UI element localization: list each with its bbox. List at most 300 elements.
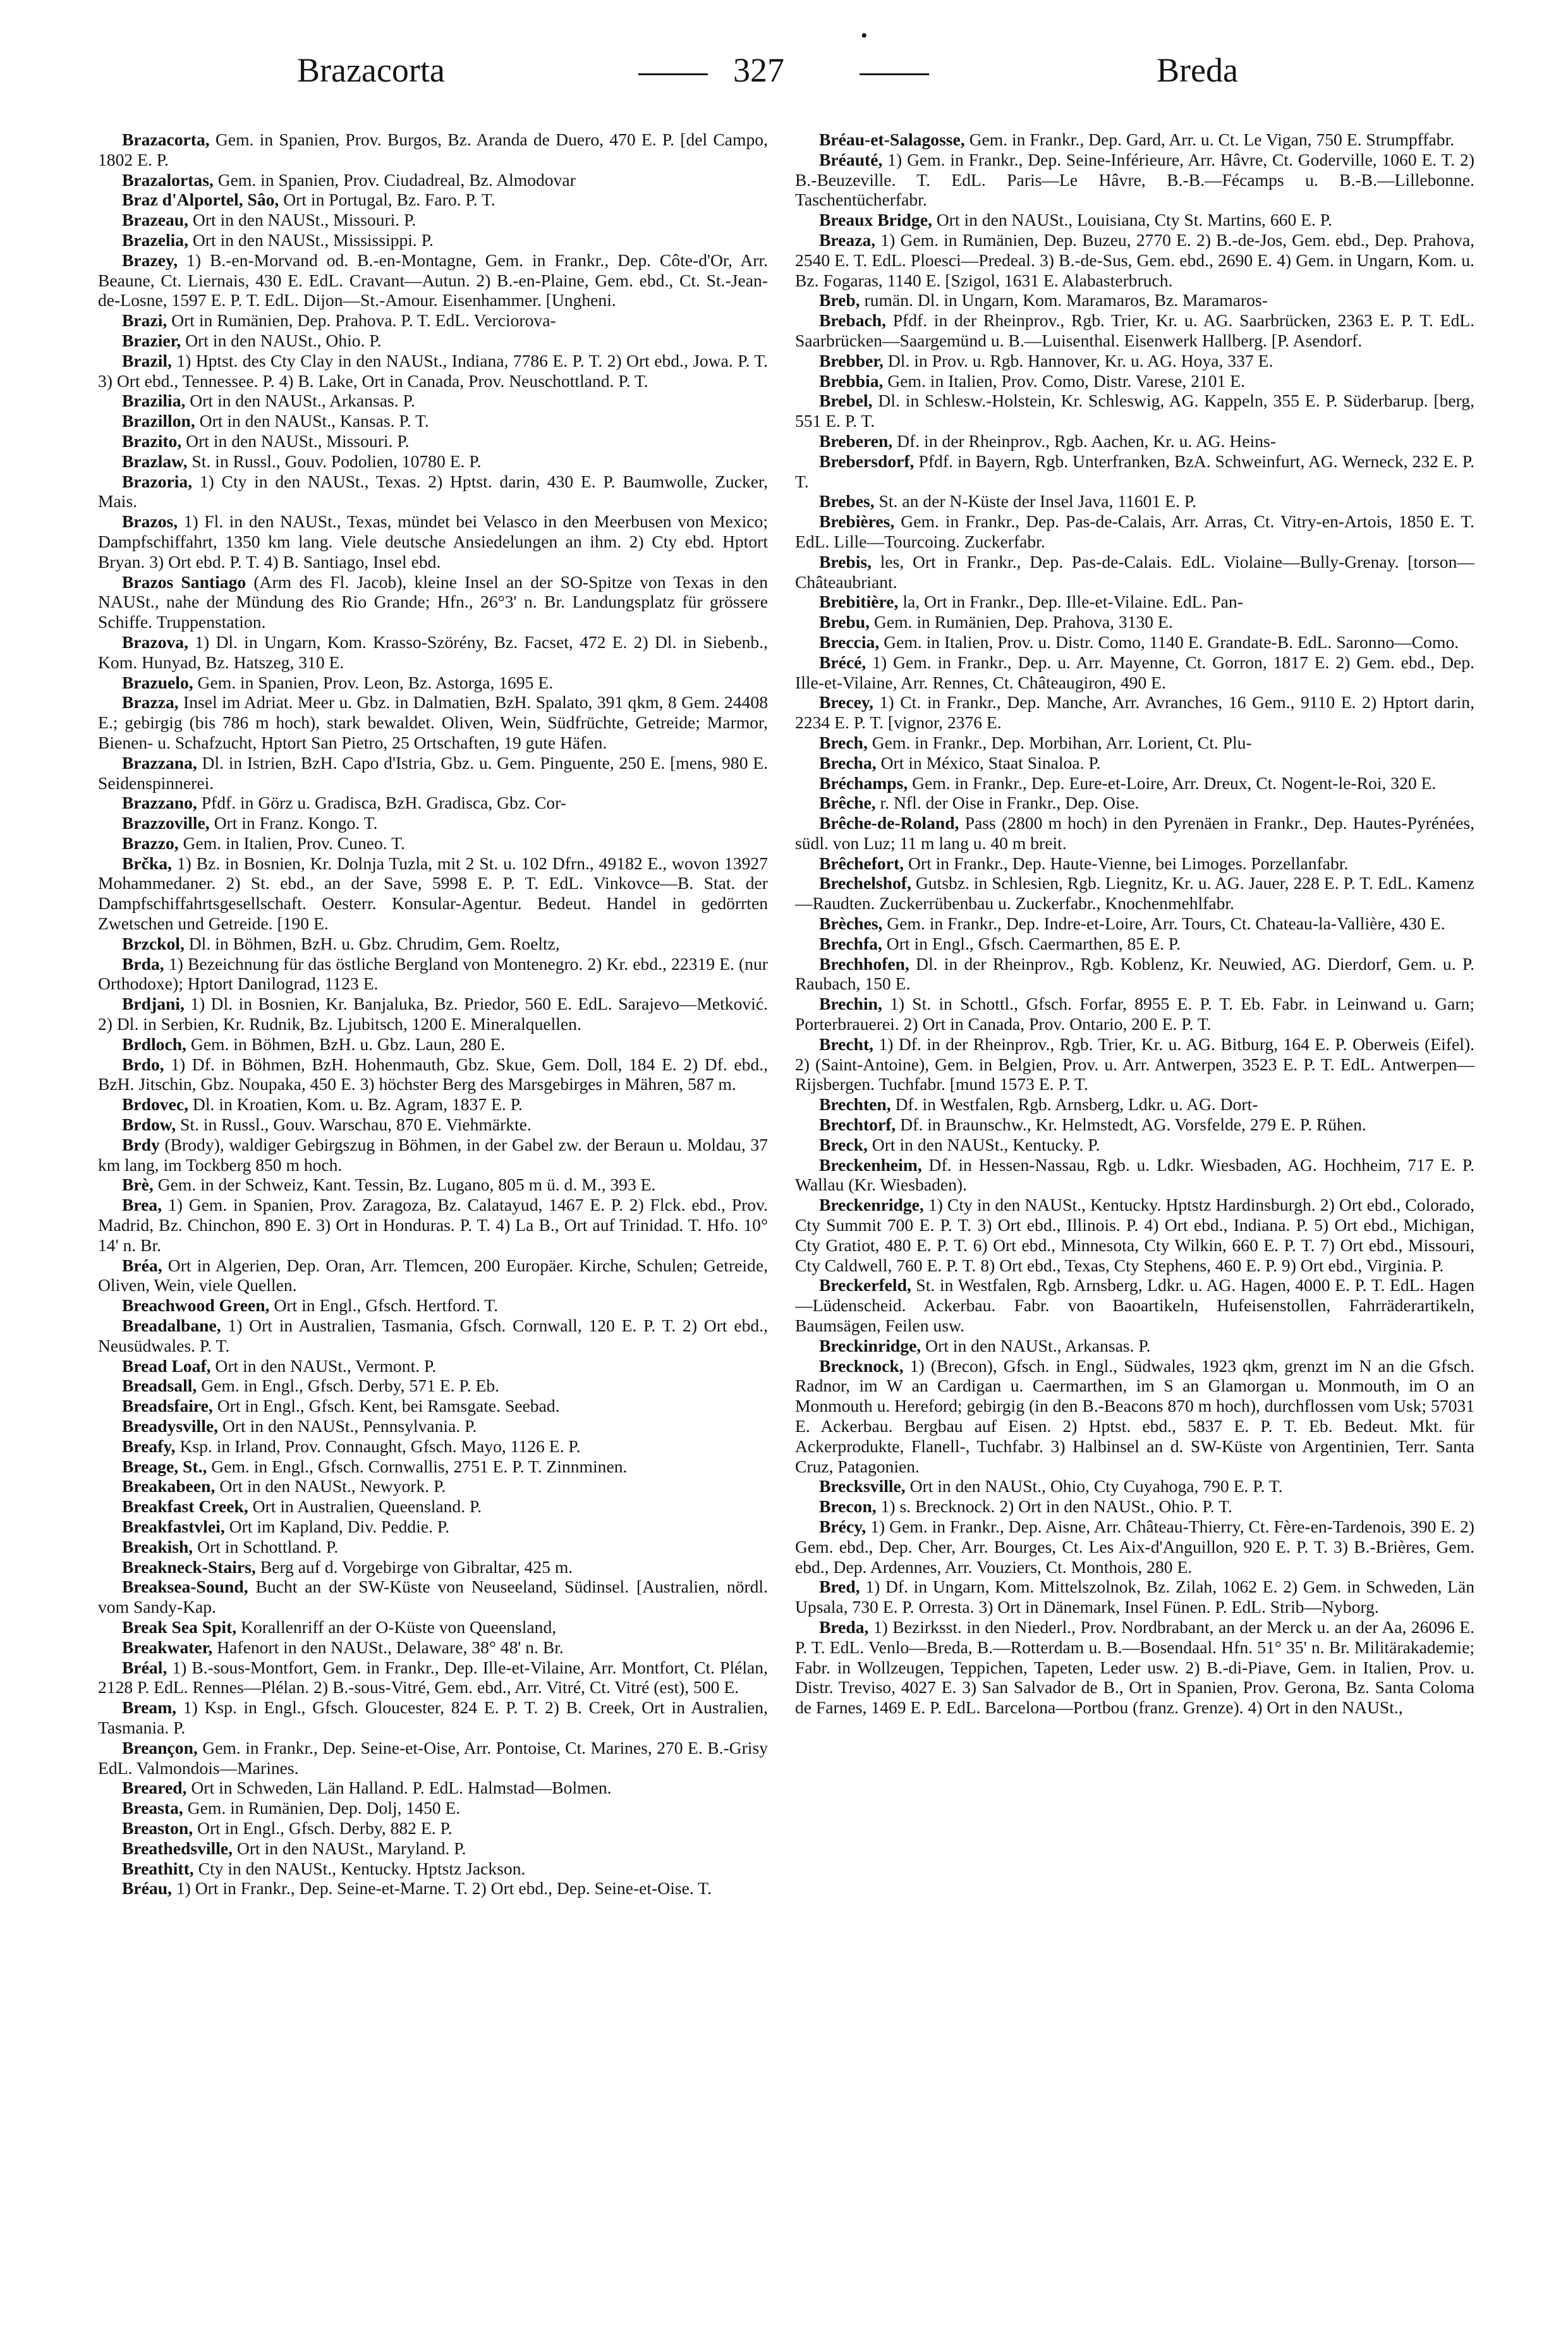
entry-headword: Breckinridge, xyxy=(819,1335,921,1355)
entry-text: 1) Ksp. in Engl., Gfsch. Gloucester, 824 E. P. T. 2) B. Creek, Ort in Australien, Tasmania. P. xyxy=(98,1697,768,1737)
entry-headword: Breakwater, xyxy=(122,1637,213,1657)
entry-headword: Breasta, xyxy=(122,1798,183,1818)
entry-text: Bucht an der SW-Küste von Neuseeland, Südinsel. [Australien, nördl. vom Sandy-Kap. xyxy=(98,1577,768,1617)
dictionary-entry xyxy=(98,1778,768,1798)
entry-text: Pfdf. in Bayern, Rgb. Unterfranken, BzA. Schweinfurt, AG. Werneck, 232 E. P. T. xyxy=(795,451,1474,491)
dictionary-entry xyxy=(98,813,768,833)
dictionary-entry xyxy=(98,793,768,813)
entry-text: 1) Dl. in Bosnien, Kr. Banjaluka, Bz. Priedor, 560 E. EdL. Sarajevo—Metković. 2) Dl. in Serbien, Kr. Rudnik, Bz. Ljubitsch, 1200 E. Mineralquellen. xyxy=(98,994,768,1034)
entry-headword: Brechhofen, xyxy=(819,953,909,974)
dictionary-entry xyxy=(795,692,1474,733)
dictionary-entry xyxy=(98,210,768,230)
dictionary-entry xyxy=(795,914,1474,934)
entry-text: 1) Ct. in Frankr., Dep. Manche, Arr. Avranches, 16 Gem., 9110 E. 2) Hptort darin, 2234 E. P. T. [vignor, 2376 E. xyxy=(795,692,1474,733)
entry-text: Ort in den NAUSt., Pennsylvania. P. xyxy=(218,1416,477,1436)
dictionary-entry xyxy=(795,391,1474,431)
entry-text: Pfdf. in Görz u. Gradisca, BzH. Gradisca, Gbz. Cor- xyxy=(197,793,566,813)
entry-headword: Brebber, xyxy=(819,350,884,370)
entry-headword: Brécé, xyxy=(819,652,866,672)
entry-headword: Breaksea-Sound, xyxy=(122,1577,248,1597)
dictionary-entry xyxy=(98,1055,768,1095)
entry-text: Gutsbz. in Schlesien, Rgb. Liegnitz, Kr. u. AG. Jauer, 228 E. P. T. EdL. Kamenz—Raudten. Zuckerrübenbau u. Zuckerfabr., Knochenmehlfabr. xyxy=(795,873,1474,914)
entry-headword: Breakneck-Stairs, xyxy=(122,1556,256,1577)
entry-headword: Brecknock, xyxy=(819,1355,904,1376)
entry-headword: Breared, xyxy=(122,1778,187,1798)
dictionary-entry xyxy=(795,1496,1474,1517)
entry-text: Dl. in Prov. u. Rgb. Hannover, Kr. u. AG. Hoya, 337 E. xyxy=(883,350,1273,370)
entry-text: 1) Ort in Australien, Tasmania, Gfsch. Cornwall, 120 E. P. T. 2) Ort ebd., Neusüdwales. P. T. xyxy=(98,1316,768,1355)
entry-text: Gem. in Italien, Prov. Como, Distr. Varese, 2101 E. xyxy=(883,370,1245,391)
entry-headword: Brazalortas, xyxy=(122,169,214,190)
dictionary-entry xyxy=(98,1195,768,1255)
dictionary-entry xyxy=(795,1115,1474,1135)
entry-headword: Brazeau, xyxy=(122,210,188,230)
dictionary-entry xyxy=(795,230,1474,290)
header-last-headword: Breda xyxy=(1157,51,1238,89)
entry-headword: Brazi, xyxy=(122,310,167,331)
entry-headword: Brebières, xyxy=(819,511,895,532)
entry-text: Dl. in der Rheinprov., Rgb. Koblenz, Kr. Neuwied, AG. Dierdorf, Gem. u. P. Raubach, 150 E. xyxy=(795,953,1474,994)
dictionary-entry xyxy=(795,1094,1474,1115)
entry-text: 1) Hptst. des Cty Clay in den NAUSt., Indiana, 7786 E. P. T. 2) Ort ebd., Jowa. P. T. 3) Ort ebd., Tennessee. P. 4) B. Lake, Ort in Canada, Prov. Neuschottland. P. T. xyxy=(98,350,768,391)
entry-text: 1) Bezirksst. in den Niederl., Prov. Nordbrabant, an der Merck u. an der Aa, 26096 E. P. T. EdL. Venlo—Breda, B.—Rotterdam u. B.—Bosendaal. Hfn. 51° 35' n. Br. Militärakademie; Fabr. in Wollzeugen, Teppichen, Tapeten, Leder usw. 2) B.-di-Piave, Gem. in Italien, Prov. u. Distr. Treviso, 4027 E. 3) San Salvador de B., Ort in Spanien, Prov. Gerona, Bz. Santa Coloma de Farnes, 1469 E. P. EdL. Barcelona—Portbou (franz. Grenze). 4) Ort in den NAUSt., xyxy=(795,1617,1474,1718)
entry-text: Gem. in Frankr., Dep. Pas-de-Calais, Arr. Arras, Ct. Vitry-en-Artois, 1850 E. T. EdL. Lille—Tourcoing. Zuckerfabr. xyxy=(795,511,1474,551)
entry-text: Gem. in Spanien, Prov. Burgos, Bz. Aranda de Duero, 470 E. P. [del Campo, 1802 E. P. xyxy=(98,130,768,169)
dictionary-entry xyxy=(98,451,768,472)
entry-headword: Brechin, xyxy=(819,994,882,1014)
entry-headword: Brebel, xyxy=(819,391,873,411)
entry-text: Ort in México, Staat Sinaloa. P. xyxy=(876,752,1101,773)
dictionary-entry xyxy=(795,873,1474,914)
entry-headword: Brebbia, xyxy=(819,370,884,391)
entry-text: Ort in Frankr., Dep. Haute-Vienne, bei Limoges. Porzellanfabr. xyxy=(904,853,1349,873)
entry-text: 1) Fl. in den NAUSt., Texas, mündet bei Velasco in den Meerbusen von Mexico; Dampfschiffahrt, 1350 km lang. Viele deutsche Ansiedelungen an ihm. 2) Cty ebd. Hptort Bryan. 3) Ort ebd. P. T. 4) B. Santiago, Insel ebd. xyxy=(98,511,768,572)
entry-text: Ort in Franz. Kongo. T. xyxy=(209,813,378,833)
entry-text: 1) s. Brecknock. 2) Ort in den NAUSt., Ohio. P. T. xyxy=(876,1496,1232,1517)
dictionary-entry xyxy=(795,351,1474,371)
dictionary-entry xyxy=(98,1135,768,1175)
entry-text: Ort in den NAUSt., Vermont. P. xyxy=(210,1355,437,1376)
dictionary-entry xyxy=(795,431,1474,451)
entry-headword: Brebu, xyxy=(819,612,870,632)
dictionary-entry xyxy=(795,753,1474,773)
dictionary-entry xyxy=(98,1457,768,1477)
entry-headword: Brazelia, xyxy=(122,229,188,250)
dictionary-entry xyxy=(795,813,1474,853)
dictionary-entry xyxy=(795,511,1474,552)
dictionary-entry xyxy=(795,310,1474,351)
dictionary-entry xyxy=(98,632,768,673)
entry-headword: Brazos, xyxy=(122,511,178,532)
dictionary-entry xyxy=(98,833,768,853)
entry-text: 1) Df. in Ungarn, Kom. Mittelszolnok, Bz. Zilah, 1062 E. 2) Gem. in Schweden, Län Upsala, 730 E. P. Orresta. 3) Ort in Dänemark, Insel Fünen. P. EdL. Strib—Nyborg. xyxy=(795,1577,1474,1617)
entry-text: 1) Gem. in Frankr., Dep. u. Arr. Mayenne, Ct. Gorron, 1817 E. 2) Gem. ebd., Dep. Ille-et-Vilaine, Arr. Rennes, Ct. Châteaugiron, 490 E. xyxy=(795,652,1474,692)
entry-headword: Breakfast Creek, xyxy=(122,1496,248,1517)
dictionary-entry xyxy=(98,1838,768,1859)
entry-headword: Breachwood Green, xyxy=(122,1295,270,1316)
entry-headword: Brazoria, xyxy=(122,471,193,491)
entry-text: Ksp. in Irland, Prov. Connaught, Gfsch. Mayo, 1126 E. P. xyxy=(175,1436,581,1456)
dictionary-entry xyxy=(98,1376,768,1396)
entry-text: Df. in Braunschw., Kr. Helmstedt, AG. Vorsfelde, 279 E. P. Rühen. xyxy=(896,1115,1366,1135)
entry-headword: Brazzoville, xyxy=(122,813,210,833)
entry-headword: Breathitt, xyxy=(122,1858,194,1878)
entry-text: Ort in den NAUSt., Maryland. P. xyxy=(233,1838,466,1858)
dictionary-entry xyxy=(98,1577,768,1617)
dictionary-entry xyxy=(98,310,768,331)
entry-headword: Brdloch, xyxy=(122,1034,186,1054)
dictionary-entry xyxy=(98,1115,768,1135)
entry-text: Gem. in Böhmen, BzH. u. Gbz. Laun, 280 E. xyxy=(186,1034,506,1054)
entry-text: Gem. in Frankr., Dep. Morbihan, Arr. Lorient, Ct. Plu- xyxy=(867,732,1252,752)
dictionary-entry xyxy=(98,472,768,512)
entry-headword: Breb, xyxy=(819,290,860,310)
page-number: 327 xyxy=(733,51,784,89)
entry-text: Ort in Engl., Gfsch. Hertford. T. xyxy=(269,1295,498,1316)
dictionary-entry xyxy=(98,954,768,994)
dictionary-entry xyxy=(98,1295,768,1316)
dictionary-entry xyxy=(98,391,768,411)
entry-headword: Braz d'Alportel, Sâo, xyxy=(122,190,279,210)
entry-headword: Breançon, xyxy=(122,1737,198,1758)
dictionary-entry xyxy=(795,934,1474,954)
dictionary-entry xyxy=(795,612,1474,632)
entry-headword: Breda, xyxy=(819,1617,869,1637)
entry-headword: Brebersdorf, xyxy=(819,451,915,471)
entry-text: Ort in Algerien, Dep. Oran, Arr. Tlemcen, 200 Europäer. Kirche, Schulen; Getreide, Oliven, Wein, viele Quellen. xyxy=(98,1255,768,1295)
entry-text: Ort in den NAUSt., Missouri. P. xyxy=(181,431,410,451)
dictionary-entry xyxy=(795,954,1474,994)
entry-headword: Breckenheim, xyxy=(819,1154,922,1175)
entry-headword: Brdovec, xyxy=(122,1094,188,1115)
entry-headword: Brebitière, xyxy=(819,592,899,612)
dictionary-entry xyxy=(98,411,768,431)
entry-text: Gem. in Frankr., Dep. Gard, Arr. u. Ct. Le Vigan, 750 E. Strumpffabr. xyxy=(964,130,1455,149)
entry-headword: Breckerfeld, xyxy=(819,1275,911,1295)
dictionary-entry xyxy=(795,1034,1474,1094)
entry-headword: Brechten, xyxy=(819,1094,891,1115)
entry-text: 1) Gem. in Frankr., Dep. Aisne, Arr. Château-Thierry, Ct. Fère-en-Tardenois, 390 E. 2) Gem. ebd., Dep. Cher, Arr. Bourges, Ct. Les Aix-d'Anguillon, 920 E. P. T. 3) B.-Brières, Gem. ebd., Dep. Ardennes, Arr. Vouziers, Ct. Monthois, 280 E. xyxy=(795,1516,1474,1577)
dictionary-entry xyxy=(98,1396,768,1416)
dictionary-entry xyxy=(98,331,768,351)
entry-text: 1) Bz. in Bosnien, Kr. Dolnja Tuzla, mit 2 St. u. 102 Dfrn., 49182 E., wovon 13927 Mohammedaner. 2) St. ebd., an der Save, 5998 E. P. T. EdL. Vinkovce—B. Stat. der Dampfschiffahrtsgesellschaft. Oesterr. Konsular-Agentur. Bedeut. Handel in gedörrten Zwetschen und Getreide. [190 E. xyxy=(98,853,768,934)
entry-text: Gem. in Frankr., Dep. Seine-et-Oise, Arr. Pontoise, Ct. Marines, 270 E. B.-Grisy EdL. Valmondois—Marines. xyxy=(98,1737,768,1778)
entry-headword: Breage, St., xyxy=(122,1456,207,1476)
dictionary-entry xyxy=(98,1175,768,1195)
entry-text: Ort in Schottland. P. xyxy=(193,1536,339,1556)
dictionary-entry xyxy=(795,150,1474,210)
entry-headword: Brazlaw, xyxy=(122,451,188,471)
dictionary-entry xyxy=(98,1356,768,1376)
entry-text: Gem. in Engl., Gfsch. Derby, 571 E. P. Eb. xyxy=(197,1376,500,1396)
dictionary-entry xyxy=(98,170,768,190)
entry-text: 1) B.-sous-Montfort, Gem. in Frankr., Dep. Ille-et-Vilaine, Arr. Montfort, Ct. Plélan, 2128 P. EdL. Rennes—Plélan. 2) B.-sous-Vitré, Gem. ebd., Arr. Vitré, Ct. Vitré (est), 500 E. xyxy=(98,1657,768,1697)
entry-text: Ort in den NAUSt., Kansas. P. T. xyxy=(195,411,429,431)
entry-headword: Breakfastvlei, xyxy=(122,1516,225,1536)
entry-text: Gem. in Rumänien, Dep. Dolj, 1450 E. xyxy=(183,1798,461,1818)
entry-headword: Breberen, xyxy=(819,431,893,451)
entry-headword: Brazacorta, xyxy=(122,130,210,149)
entry-text: St. in Westfalen, Rgb. Arnsberg, Ldkr. u. AG. Hagen, 4000 E. P. T. EdL. Hagen—Lüdenscheid. Ackerbau. Fabr. von Baoartikeln, Hufeisenstollen, Fahrräderartikeln, Baumsägen, Feilen usw. xyxy=(795,1275,1474,1336)
entry-text: Ort in den NAUSt., Ohio, Cty Cuyahoga, 790 E. P. T. xyxy=(905,1476,1283,1496)
dictionary-entry xyxy=(795,652,1474,693)
dictionary-entry xyxy=(98,1697,768,1738)
entry-text: les, Ort in Frankr., Dep. Pas-de-Calais. EdL. Violaine—Bully-Grenay. [torson—Châteaubriant. xyxy=(795,551,1474,592)
entry-text: 1) B.-en-Morvand od. B.-en-Montagne, Gem. in Frankr., Dep. Côte-d'Or, Arr. Beaune, Ct. Liernais, 430 E. EdL. Cravant—Autun. 2) B.-en-Plaine, Gem. ebd., Ct. St.-Jean-de-Losne, 1597 E. P. T. EdL. Dijon—St.-Amour. Eisenhammer. [Ungheni. xyxy=(98,250,768,310)
dictionary-entry xyxy=(98,753,768,793)
entry-text: Ort in den NAUSt., Mississippi. P. xyxy=(188,229,434,250)
entry-headword: Breaza, xyxy=(819,229,876,250)
dictionary-entry xyxy=(98,673,768,693)
dictionary-entry xyxy=(795,994,1474,1034)
dictionary-entry xyxy=(795,290,1474,310)
dictionary-entry xyxy=(98,1617,768,1637)
entry-text: Ort im Kapland, Div. Peddie. P. xyxy=(224,1516,450,1536)
dictionary-entry xyxy=(795,793,1474,813)
dictionary-entry xyxy=(795,632,1474,652)
entry-headword: Brazza, xyxy=(122,692,179,712)
entry-headword: Brechfa, xyxy=(819,933,882,953)
dictionary-entry xyxy=(98,1316,768,1356)
dictionary-entry xyxy=(98,1798,768,1818)
dictionary-entry xyxy=(795,1275,1474,1335)
entry-text: St. in Russl., Gouv. Podolien, 10780 E. P. xyxy=(187,451,482,471)
entry-headword: Brdo, xyxy=(122,1054,164,1074)
entry-headword: Bréauté, xyxy=(819,149,883,169)
entry-headword: Brecon, xyxy=(819,1496,877,1517)
left-column xyxy=(98,130,768,2323)
dictionary-entry xyxy=(98,1557,768,1577)
entry-text: 1) Gem. in Spanien, Prov. Zaragoza, Bz. Calatayud, 1467 E. P. 2) Flck. ebd., Prov. Madrid, Bz. Chinchon, 890 E. 3) Ort in Honduras. P. T. 4) La B., Ort auf Trinidad. T. Hfo. 10° 14' n. Br. xyxy=(98,1195,768,1255)
dictionary-entry xyxy=(98,130,768,170)
dictionary-entry xyxy=(98,250,768,310)
entry-headword: Breadalbane, xyxy=(122,1316,221,1336)
dictionary-entry xyxy=(98,994,768,1034)
entry-headword: Breccia, xyxy=(819,632,880,652)
entry-text: (Arm des Fl. Jacob), kleine Insel an der SO-Spitze von Texas in den NAUSt., nahe der Mündung des Rio Grande; Hfn., 26°3' n. Br. Landungsplatz für grössere Schiffe. Truppenstation. xyxy=(98,572,768,632)
entry-headword: Brecey, xyxy=(819,692,874,712)
entry-text: 1) (Brecon), Gfsch. in Engl., Südwales, 1923 qkm, grenzt im N an die Gfsch. Radnor, im W an Cardigan u. Caermarthen, im S an Glamorgan u. Monmouth, im O an Monmouth u. Hereford; gebirgig (in den B.-Beacons 870 m hoch), durchflossen vom Usk; 57031 E. Ackerbau. Bergbau auf Eisen. 2) Hptst. ebd., 5837 E. P. T. Eb. Bedeut. Mkt. für Ackerprodukte, Flanell-, Tuchfabr. 3) Halbinsel an d. SW-Küste von Argentinien, Terr. Santa Cruz, Patagonien. xyxy=(795,1355,1474,1476)
entry-text: Gem. in Italien, Prov. Cuneo. T. xyxy=(178,833,405,853)
entry-text: Ort in den NAUSt., Arkansas. P. xyxy=(921,1335,1151,1355)
entry-text: Gem. in Frankr., Dep. Eure-et-Loire, Arr. Dreux, Ct. Nogent-le-Roi, 320 E. xyxy=(908,773,1437,793)
dictionary-entry xyxy=(795,1336,1474,1356)
entry-text: 1) Df. in Böhmen, BzH. Hohenmauth, Gbz. Skue, Gem. Doll, 184 E. 2) Df. ebd., BzH. Jitschin, Gbz. Noupaka, 450 E. 3) höchster Berg des Marsgebirges in Mähren, 587 m. xyxy=(98,1054,768,1094)
dictionary-entry xyxy=(795,733,1474,753)
entry-headword: Brebes, xyxy=(819,491,875,511)
entry-text: Df. in der Rheinprov., Rgb. Aachen, Kr. u. AG. Heins- xyxy=(892,431,1276,451)
entry-text: 1) Cty in den NAUSt., Texas. 2) Hptst. darin, 430 E. P. Baumwolle, Zucker, Mais. xyxy=(98,471,768,511)
entry-headword: Brda, xyxy=(122,953,164,974)
entry-headword: Bred, xyxy=(819,1577,860,1597)
entry-headword: Brecksville, xyxy=(819,1476,906,1496)
dictionary-entry xyxy=(795,1135,1474,1155)
entry-headword: Breadysville, xyxy=(122,1416,219,1436)
entry-headword: Brazos Santiago xyxy=(122,572,246,592)
entry-headword: Brazil, xyxy=(122,350,172,370)
entry-headword: Brazito, xyxy=(122,431,182,451)
entry-headword: Brèches, xyxy=(819,914,883,934)
dictionary-entry xyxy=(795,1356,1474,1477)
dictionary-entry xyxy=(98,1537,768,1557)
dictionary-entry xyxy=(98,1878,768,1899)
entry-text: Pass (2800 m hoch) in den Pyrenäen in Frankr., Dep. Hautes-Pyrénées, südl. von Luz; 11 m lang u. 40 m breit. xyxy=(795,813,1474,853)
entry-text: Gem. in Spanien, Prov. Leon, Bz. Astorga, 1695 E. xyxy=(193,672,554,692)
entry-headword: Brechelshof, xyxy=(819,873,911,893)
entry-text: Ort in den NAUSt., Newyork. P. xyxy=(215,1476,446,1496)
dictionary-entry xyxy=(98,692,768,752)
entry-text: Gem. in Spanien, Prov. Ciudadreal, Bz. Almodovar xyxy=(213,169,576,190)
dictionary-entry xyxy=(98,1658,768,1698)
entry-headword: Brdow, xyxy=(122,1115,176,1135)
dictionary-entry xyxy=(795,1617,1474,1718)
dictionary-entry xyxy=(795,1476,1474,1496)
entry-text: Ort in den NAUSt., Louisiana, Cty St. Martins, 660 E. P. xyxy=(932,210,1332,230)
dictionary-entry xyxy=(98,572,768,632)
entry-text: rumän. Dl. in Ungarn, Kom. Maramaros, Bz. Maramaros- xyxy=(860,290,1268,310)
dictionary-entry xyxy=(795,210,1474,230)
entry-text: Df. in Westfalen, Rgb. Arnsberg, Ldkr. u. AG. Dort- xyxy=(890,1094,1258,1115)
entry-headword: Brecht, xyxy=(819,1034,874,1054)
entry-text: r. Nfl. der Oise in Frankr., Dep. Oise. xyxy=(875,793,1140,813)
entry-text: Gem. in Italien, Prov. u. Distr. Como, 1140 E. Grandate-B. EdL. Saronno—Como. xyxy=(879,632,1459,652)
dictionary-entry xyxy=(98,511,768,572)
entry-text: Dl. in Böhmen, BzH. u. Gbz. Chrudim, Gem. Roeltz, xyxy=(184,933,560,953)
entry-text: Ort in den NAUSt., Arkansas. P. xyxy=(185,391,415,411)
dictionary-entry xyxy=(795,371,1474,391)
entry-headword: Bréchamps, xyxy=(819,773,908,793)
entry-headword: Bréau-et-Salagosse, xyxy=(819,130,965,149)
entry-headword: Breafy, xyxy=(122,1436,176,1456)
entry-text: 1) Df. in der Rheinprov., Rgb. Trier, Kr. u. AG. Bitburg, 164 E. P. Oberweis (Eifel). 2) (Saint-Antoine), Gem. in Belgien, Prov. u. Arr. Antwerpen, 3523 E. P. T. EdL. Antwerpen—Rijsbergen. Tuchfabr. [mund 1573 E. P. T. xyxy=(795,1034,1474,1094)
entry-text: Df. in Hessen-Nassau, Rgb. u. Ldkr. Wiesbaden, AG. Hochheim, 717 E. P. Wallau (Kr. Wiesbaden). xyxy=(795,1154,1474,1195)
entry-headword: Brecha, xyxy=(819,752,877,773)
right-column xyxy=(795,130,1474,2323)
entry-text: 1) Bezeichnung für das östliche Bergland von Montenegro. 2) Kr. ebd., 22319 E. (nur Orthodoxe); Hptort Danilograd, 1123 E. xyxy=(98,953,768,994)
entry-headword: Brécy, xyxy=(819,1516,866,1536)
entry-text: Cty in den NAUSt., Kentucky. Hptstz Jackson. xyxy=(193,1858,526,1878)
entry-text: Dl. in Kroatien, Kom. u. Bz. Agram, 1837 E. P. xyxy=(188,1094,523,1115)
header-dash-left xyxy=(638,73,708,75)
dictionary-entry xyxy=(795,451,1474,492)
entry-headword: Brea, xyxy=(122,1195,162,1215)
dictionary-entry xyxy=(795,1517,1474,1577)
entry-text: Ort in Rumänien, Dep. Prahova. P. T. EdL. Verciorova- xyxy=(167,310,556,331)
entry-headword: Brech, xyxy=(819,732,868,752)
entry-headword: Brazuelo, xyxy=(122,672,193,692)
dictionary-entry xyxy=(795,1155,1474,1195)
dictionary-entry xyxy=(98,1517,768,1537)
entry-text: Ort in Schweden, Län Halland. P. EdL. Halmstad—Bolmen. xyxy=(186,1778,612,1798)
entry-headword: Bread Loaf, xyxy=(122,1355,211,1376)
dictionary-entry xyxy=(98,190,768,210)
entry-text: 1) Cty in den NAUSt., Kentucky. Hptstz Hardinsburgh. 2) Ort ebd., Colorado, Cty Summit 700 E. P. T. 3) Ort ebd., Illinois. P. 4) Ort ebd., Indiana. P. 5) Ort ebd., Michigan, Cty Gratiot, 480 E. P. T. 6) Ort ebd., Minnesota, Cty Wilkin, 660 E. P. T. 7) Ort ebd., Missouri, Cty Caldwell, 760 E. P. T. 8) Ort ebd., Texas, Cty Stephens, 460 E. P. 9) Ort ebd., Virginia. P. xyxy=(795,1195,1474,1275)
entry-headword: Bréa, xyxy=(122,1255,162,1275)
entry-text: 1) Ort in Frankr., Dep. Seine-et-Marne. T. 2) Ort ebd., Dep. Seine-et-Oise. T. xyxy=(171,1878,712,1899)
entry-text: la, Ort in Frankr., Dep. Ille-et-Vilaine. EdL. Pan- xyxy=(898,592,1243,612)
entry-headword: Brazzana, xyxy=(122,752,197,773)
entry-text: St. in Russl., Gouv. Warschau, 870 E. Viehmärkte. xyxy=(176,1115,532,1135)
entry-text: Ort in Engl., Gfsch. Derby, 882 E. P. xyxy=(193,1818,453,1838)
entry-text: Pfdf. in der Rheinprov., Rgb. Trier, Kr. u. AG. Saarbrücken, 2363 E. P. T. EdL. Saarbrücken—Saargemünd u. B.—Luisenthal. Eisenwerk Hallberg. [P. Asendorf. xyxy=(795,310,1474,350)
dictionary-entry xyxy=(98,1818,768,1838)
entry-text: Ort in den NAUSt., Ohio. P. xyxy=(181,330,382,350)
header-dash-right xyxy=(860,73,929,75)
dictionary-entry xyxy=(98,1034,768,1055)
dictionary-entry xyxy=(795,491,1474,511)
entry-headword: Brebis, xyxy=(819,551,872,572)
entry-headword: Brè, xyxy=(122,1175,154,1195)
dictionary-entry xyxy=(98,351,768,391)
entry-text: Gem. in Engl., Gfsch. Cornwallis, 2751 E. P. T. Zinnminen. xyxy=(207,1456,628,1476)
entry-text: Ort in den NAUSt., Kentucky. P. xyxy=(867,1134,1100,1154)
entry-headword: Brechtorf, xyxy=(819,1115,896,1135)
entry-headword: Brzckol, xyxy=(122,933,185,953)
entry-headword: Brebach, xyxy=(819,310,887,331)
dictionary-entry xyxy=(98,1738,768,1778)
entry-text: Ort in den NAUSt., Missouri. P. xyxy=(188,210,416,230)
entry-text: Ort in Portugal, Bz. Faro. P. T. xyxy=(279,190,495,210)
dictionary-entry xyxy=(795,853,1474,874)
entry-headword: Breaston, xyxy=(122,1818,193,1838)
dictionary-entry xyxy=(98,1436,768,1457)
entry-headword: Brazilia, xyxy=(122,391,186,411)
entry-headword: Brdjani, xyxy=(122,994,185,1014)
dictionary-entry xyxy=(98,1256,768,1296)
entry-headword: Brazova, xyxy=(122,632,188,652)
entry-headword: Brdy xyxy=(122,1134,160,1154)
entry-text: Berg auf d. Vorgebirge von Gibraltar, 425 m. xyxy=(255,1556,573,1577)
entry-headword: Bréau, xyxy=(122,1878,172,1899)
entry-text: Gem. in Frankr., Dep. Indre-et-Loire, Arr. Tours, Ct. Chateau-la-Vallière, 430 E. xyxy=(882,914,1445,934)
dictionary-entry xyxy=(98,934,768,954)
entry-headword: Breck, xyxy=(819,1134,868,1154)
entry-text: Korallenriff an der O-Küste von Queensland, xyxy=(236,1617,557,1637)
entry-headword: Brčka, xyxy=(122,853,172,873)
entry-headword: Breadsall, xyxy=(122,1376,197,1396)
dictionary-entry xyxy=(795,773,1474,793)
entry-headword: Breaux Bridge, xyxy=(819,210,932,230)
entry-text: 1) Gem. in Frankr., Dep. Seine-Inférieure, Arr. Hâvre, Ct. Goderville, 1060 E. T. 2) B.-Beuzeville. T. EdL. Paris—Le Hâvre, B.-B.—Fécamps u. B.-B.—Lillebonne. Taschentücherfabr. xyxy=(795,149,1474,210)
entry-headword: Brazzano, xyxy=(122,793,197,813)
entry-headword: Brêchefort, xyxy=(819,853,904,873)
entry-headword: Brazier, xyxy=(122,330,181,350)
running-header xyxy=(95,25,1485,101)
entry-text: 1) Gem. in Rumänien, Dep. Buzeu, 2770 E. 2) B.-de-Jos, Gem. ebd., Dep. Prahova, 2540 E. T. EdL. Ploesci—Predeal. 3) B.-de-Sus, Gem. ebd., 2690 E. 4) Gem. in Ungarn, Kom. u. Bz. Fogaras, 1140 E. [Szigol, 1631 E. Alabasterbruch. xyxy=(795,229,1474,290)
entry-headword: Brazillon, xyxy=(122,411,195,431)
entry-headword: Breathedsville, xyxy=(122,1838,233,1858)
entry-text: 1) St. in Schottl., Gfsch. Forfar, 8955 E. P. T. Eb. Fabr. in Leinwand u. Garn; Porterbrauerei. 2) Ort in Canada, Prov. Ontario, 200 E. P. T. xyxy=(795,994,1474,1034)
dictionary-entry xyxy=(795,592,1474,612)
entry-headword: Brêche, xyxy=(819,793,876,813)
entry-text: Ort in Engl., Gfsch. Caermarthen, 85 E. P. xyxy=(882,933,1181,953)
dictionary-entry xyxy=(795,1577,1474,1617)
entry-headword: Break Sea Spit, xyxy=(122,1617,237,1637)
entry-headword: Breakabeen, xyxy=(122,1476,216,1496)
dictionary-entry xyxy=(98,1859,768,1879)
entry-text: (Brody), waldiger Gebirgszug in Böhmen, in der Gabel zw. der Beraun u. Moldau, 37 km lang, im Tockberg 850 m hoch. xyxy=(98,1134,768,1175)
entry-headword: Brazzo, xyxy=(122,833,179,853)
entry-text: Ort in Engl., Gfsch. Kent, bei Ramsgate. Seebad. xyxy=(212,1396,560,1416)
entry-text: Ort in Australien, Queensland. P. xyxy=(248,1496,482,1517)
entry-headword: Breckenridge, xyxy=(819,1195,924,1215)
dictionary-entry xyxy=(98,1094,768,1115)
entry-text: 1) Dl. in Ungarn, Kom. Krasso-Szörény, Bz. Facset, 472 E. 2) Dl. in Siebenb., Kom. Hunyad, Bz. Hatszeg, 310 E. xyxy=(98,632,768,672)
dictionary-entry xyxy=(98,1496,768,1517)
entry-text: Hafenort in den NAUSt., Delaware, 38° 48' n. Br. xyxy=(212,1637,564,1657)
dictionary-entry xyxy=(795,1195,1474,1275)
dictionary-entry xyxy=(98,230,768,250)
